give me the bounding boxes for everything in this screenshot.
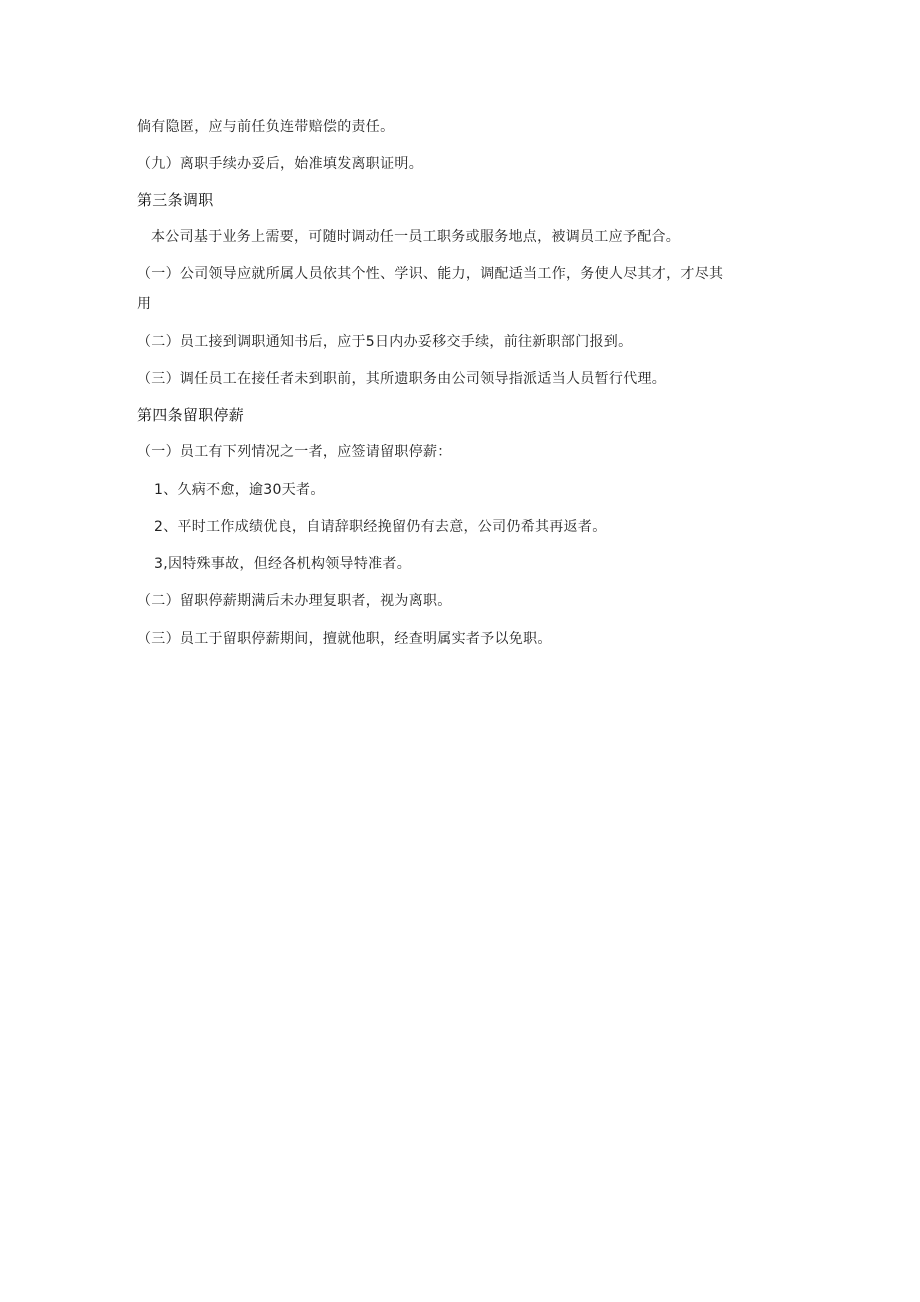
list-item: 2、平时工作成绩优良，自请辞职经挽留仍有去意，公司仍希其再返者。 <box>154 519 607 535</box>
paragraph-line: （一）公司领导应就所属人员依其个性、学识、能力，调配适当工作，务使人尽其才，才尽其 <box>137 266 724 282</box>
paragraph-line: （二）员工接到调职通知书后，应于5日内办妥移交手续，前往新职部门报到。 <box>137 334 633 350</box>
section-heading: 第三条调职 <box>137 191 214 209</box>
paragraph-line: （三）员工于留职停薪期间，擅就他职，经查明属实者予以免职。 <box>137 631 552 647</box>
list-item: 1、久病不愈，逾30天者。 <box>154 482 325 498</box>
section-heading: 第四条留职停薪 <box>137 406 245 424</box>
paragraph-line: 用 <box>137 296 152 312</box>
paragraph-line: （九）离职手续办妥后，始准填发离职证明。 <box>137 156 423 172</box>
list-item: 3,因特殊事故，但经各机构领导特准者。 <box>154 556 412 572</box>
paragraph-line: 本公司基于业务上需要，可随时调动任一员工职务或服务地点，被调员工应予配合。 <box>151 229 681 245</box>
paragraph-line: （二）留职停薪期满后未办理复职者，视为离职。 <box>137 593 452 609</box>
paragraph-line: （三）调任员工在接任者未到职前，其所遗职务由公司领导指派适当人员暂行代理。 <box>137 371 667 387</box>
paragraph-line: 倘有隐匿，应与前任负连带赔偿的责任。 <box>137 119 395 135</box>
paragraph-line: （一）员工有下列情况之一者，应签请留职停薪： <box>137 444 452 460</box>
